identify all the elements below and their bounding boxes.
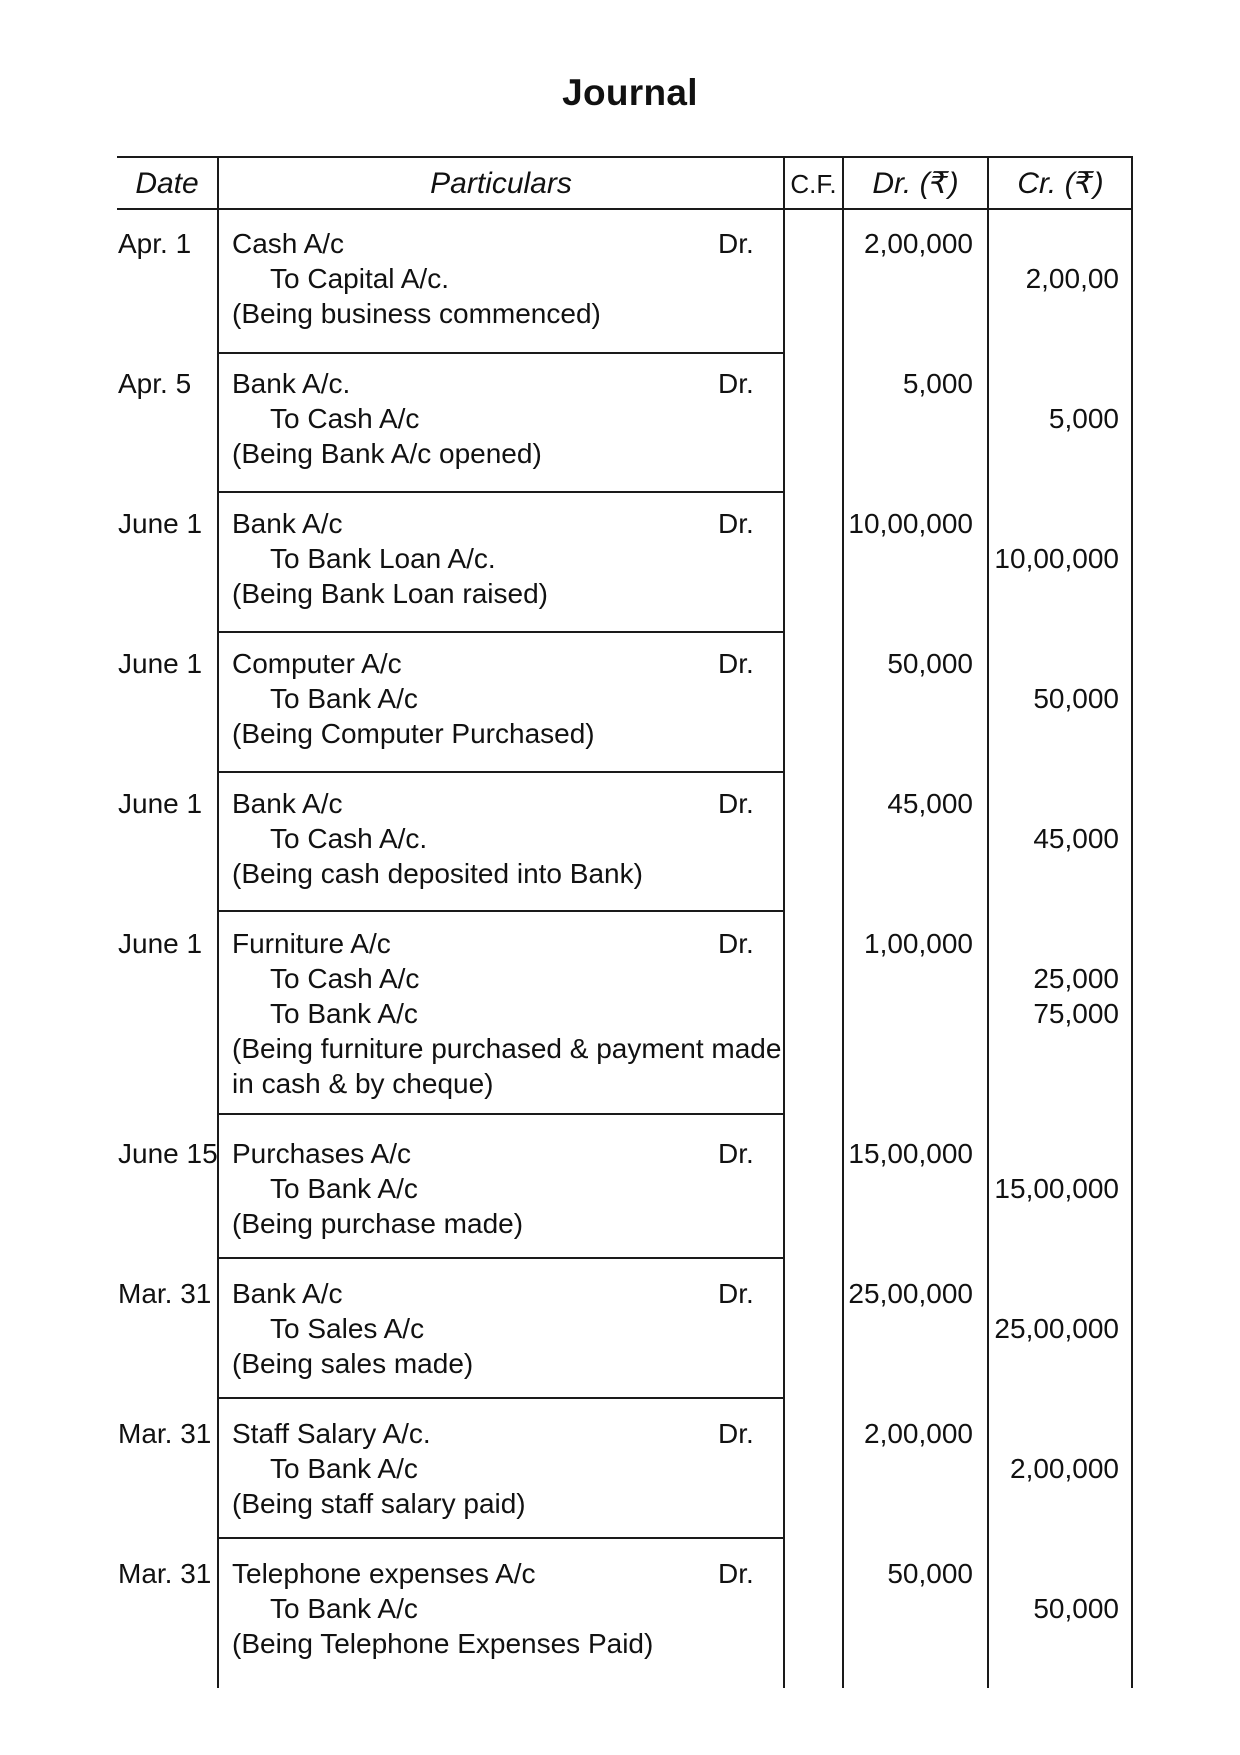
- dr-mark: Dr.: [718, 508, 754, 539]
- credit-account: To Bank A/c: [270, 683, 418, 714]
- entry-date: Mar. 31: [118, 1558, 212, 1589]
- debit-account: Bank A/c: [232, 1278, 343, 1309]
- debit-amount: 45,000: [887, 788, 973, 819]
- credit-amount: 15,00,000: [994, 1173, 1119, 1204]
- header-date: Date: [135, 167, 199, 200]
- debit-amount: 50,000: [887, 1558, 973, 1589]
- entry-date: June 15: [118, 1138, 218, 1169]
- narration: (Being sales made): [232, 1348, 474, 1379]
- entry-date: June 1: [118, 648, 203, 679]
- debit-amount: 1,00,000: [864, 928, 973, 959]
- entry-date: Mar. 31: [118, 1418, 212, 1449]
- credit-account: To Cash A/c: [270, 963, 420, 994]
- entry-separator: [217, 1537, 785, 1539]
- header-dr: Dr. (₹): [872, 167, 959, 200]
- narration: (Being Telephone Expenses Paid): [232, 1628, 654, 1659]
- credit-amount: 2,00,000: [1010, 1453, 1119, 1484]
- credit-account: To Bank A/c: [270, 1593, 418, 1624]
- credit-amount: 45,000: [1033, 823, 1119, 854]
- entry-date: Mar. 31: [118, 1278, 212, 1309]
- debit-amount: 25,00,000: [848, 1278, 973, 1309]
- credit-account: To Cash A/c.: [270, 823, 428, 854]
- debit-account: Furniture A/c: [232, 928, 391, 959]
- credit-amount: 10,00,000: [994, 543, 1119, 574]
- credit-amount: 50,000: [1033, 1593, 1119, 1624]
- narration: (Being Bank A/c opened): [232, 438, 542, 469]
- debit-account: Bank A/c.: [232, 368, 351, 399]
- debit-amount: 10,00,000: [848, 508, 973, 539]
- dr-mark: Dr.: [718, 928, 754, 959]
- dr-mark: Dr.: [718, 788, 754, 819]
- credit-account: To Bank A/c: [270, 998, 418, 1029]
- narration: in cash & by cheque): [232, 1068, 494, 1099]
- narration: (Being Computer Purchased): [232, 718, 595, 749]
- entry-date: Apr. 5: [118, 368, 192, 399]
- credit-amount: 25,00,000: [994, 1313, 1119, 1344]
- dr-mark: Dr.: [718, 228, 754, 259]
- credit-account: To Bank A/c: [270, 1453, 418, 1484]
- credit-account: To Bank A/c: [270, 1173, 418, 1204]
- credit-account: To Capital A/c.: [270, 263, 449, 294]
- narration: (Being staff salary paid): [232, 1488, 526, 1519]
- debit-amount: 5,000: [902, 368, 973, 399]
- rule-dr-cr: [987, 156, 989, 1688]
- debit-amount: 50,000: [887, 648, 973, 679]
- entry-date: Apr. 1: [118, 228, 192, 259]
- narration: (Being cash deposited into Bank): [232, 858, 643, 889]
- entry-date: June 1: [118, 788, 203, 819]
- dr-mark: Dr.: [718, 1418, 754, 1449]
- dr-mark: Dr.: [718, 1558, 754, 1589]
- header-particulars: Particulars: [430, 167, 572, 200]
- credit-account: To Cash A/c: [270, 403, 420, 434]
- page-title: Journal: [562, 72, 698, 113]
- entry-separator: [217, 910, 785, 912]
- entry-separator: [217, 1257, 785, 1259]
- debit-account: Telephone expenses A/c: [232, 1558, 536, 1589]
- debit-account: Staff Salary A/c.: [232, 1418, 431, 1449]
- credit-amount: 2,00,00: [1025, 263, 1119, 294]
- narration: (Being Bank Loan raised): [232, 578, 548, 609]
- credit-account: To Sales A/c: [270, 1313, 425, 1344]
- credit-amount: 50,000: [1033, 683, 1119, 714]
- header-cf: C.F.: [790, 169, 837, 199]
- debit-account: Purchases A/c: [232, 1138, 411, 1169]
- entry-separator: [217, 771, 785, 773]
- entry-separator: [217, 1113, 785, 1115]
- dr-mark: Dr.: [718, 1278, 754, 1309]
- debit-amount: 2,00,000: [864, 1418, 973, 1449]
- dr-mark: Dr.: [718, 368, 754, 399]
- narration: (Being business commenced): [232, 298, 601, 329]
- narration: (Being furniture purchased & payment made: [232, 1033, 782, 1064]
- entry-date: June 1: [118, 508, 203, 539]
- debit-account: Bank A/c: [232, 788, 343, 819]
- entry-date: June 1: [118, 928, 203, 959]
- rule-cf-dr: [842, 156, 844, 1688]
- dr-mark: Dr.: [718, 1138, 754, 1169]
- debit-amount: 15,00,000: [848, 1138, 973, 1169]
- rule-date-particulars: [217, 156, 219, 1688]
- dr-mark: Dr.: [718, 648, 754, 679]
- credit-account: To Bank Loan A/c.: [270, 543, 496, 574]
- entry-separator: [217, 631, 785, 633]
- debit-account: Computer A/c: [232, 648, 402, 679]
- entry-separator: [217, 352, 785, 354]
- rule-particulars-cf: [783, 156, 785, 1688]
- debit-account: Bank A/c: [232, 508, 343, 539]
- debit-account: Cash A/c: [232, 228, 345, 259]
- entry-separator: [217, 491, 785, 493]
- narration: (Being purchase made): [232, 1208, 524, 1239]
- header-cr: Cr. (₹): [1017, 167, 1104, 200]
- rule-right-edge: [1131, 156, 1133, 1688]
- debit-amount: 2,00,000: [864, 228, 973, 259]
- credit-amount: 5,000: [1048, 403, 1119, 434]
- credit-amount: 75,000: [1033, 998, 1119, 1029]
- credit-amount: 25,000: [1033, 963, 1119, 994]
- entry-separator: [217, 1397, 785, 1399]
